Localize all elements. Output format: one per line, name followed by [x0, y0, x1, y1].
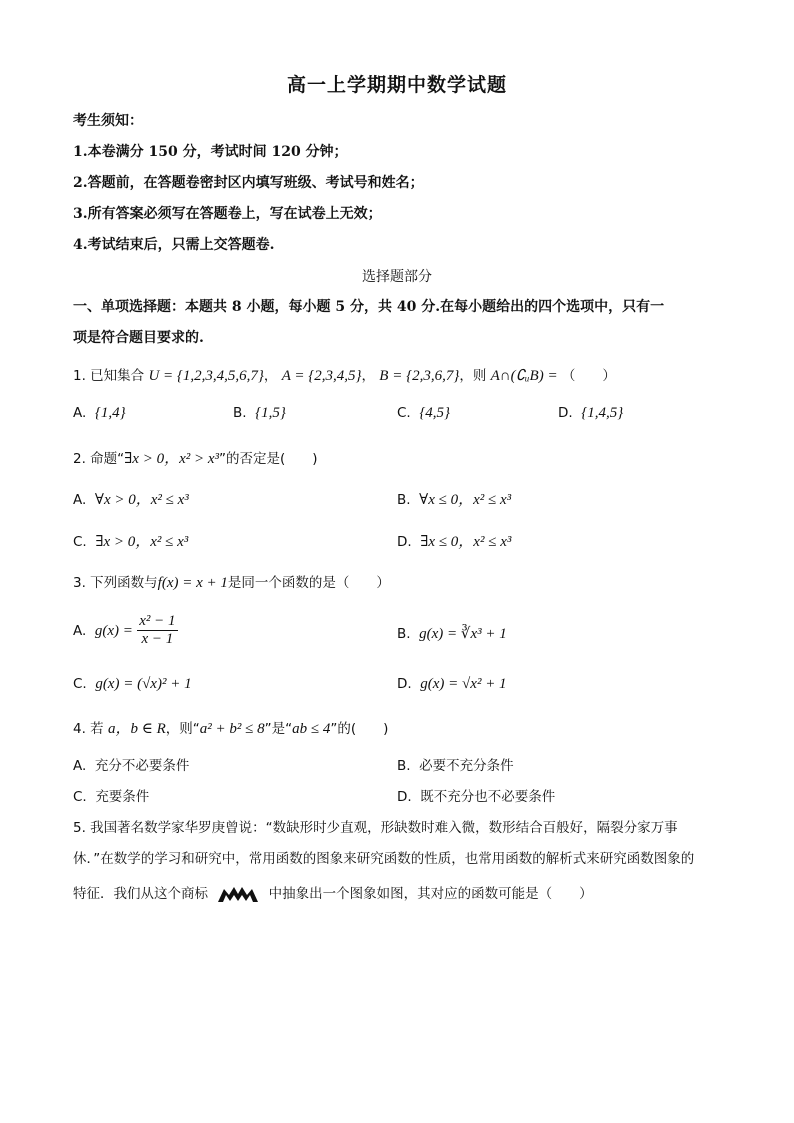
q1-mid: ，则 — [459, 368, 487, 384]
question-3-stem: 3. 下列函数与f(x) = x + 1是同一个函数的是（ ） — [73, 575, 390, 591]
page-title: 高一上学期期中数学试题 — [286, 74, 507, 96]
q1-prefix: 1. 已知集合 — [73, 368, 145, 384]
q1-set-u: U = {1,2,3,4,5,6,7} — [148, 368, 264, 384]
part1-instructions-line2: 项是符合题目要求的. — [73, 330, 204, 346]
question-5-line3: 特征．我们从这个商标 中抽象出一个图象如图，其对应的函数可能是（ ） — [73, 886, 593, 902]
section-title: 选择题部分 — [362, 269, 432, 285]
q1-sep: ， — [361, 368, 375, 384]
q1-option-a: A. {1,4} — [73, 405, 126, 421]
q4-condition-2: ab ≤ 4 — [292, 721, 331, 737]
q1-sep: ， — [263, 368, 278, 384]
q1-set-a: A = {2,3,4,5} — [281, 368, 362, 384]
q1-blank: （ ） — [561, 368, 616, 384]
question-2-stem: 2. 命题“∃x > 0，x² > x³”的否定是( ) — [73, 451, 318, 467]
q4-vars: a，b ∈ R — [107, 721, 166, 737]
question-5-line2: 休．”在数学的学习和研究中，常用函数的图象来研究函数的性质，也常用函数的解析式来研究函数图象的 — [73, 851, 695, 867]
q4-option-c: C. 充要条件 — [73, 789, 150, 805]
notice-item: 1.本卷满分 150 分，考试时间 120 分钟； — [73, 144, 348, 160]
notice-item: 2.答题前，在答题卷密封区内填写班级、考试号和姓名； — [73, 175, 424, 191]
q1-option-d: D. {1,4,5} — [558, 405, 624, 421]
q3-option-a: A. g(x) = $\frac{\text{x² − 1}}{x - 1}$ — [73, 613, 176, 648]
q2-expression: ∃x > 0，x² > x³ — [124, 451, 220, 467]
q3-option-d: D. g(x) = √x² + 1 — [397, 676, 507, 692]
notice-item: 3.所有答案必须写在答题卷上，写在试卷上无效； — [73, 206, 382, 222]
question-5-line1: 5. 我国著名数学家华罗庚曾说：“数缺形时少直观，形缺数时难入微，数形结合百般好，隔裂分家万事 — [73, 820, 678, 836]
q3-option-b: B. g(x) = ∛x³ + 1 — [397, 626, 507, 642]
q3-expression: f(x) = x + 1 — [157, 575, 228, 591]
q3-fraction: $\frac{\text{x² − 1}}{x - 1}$ — [139, 613, 176, 648]
q1-option-c: C. {4,5} — [397, 405, 451, 421]
q4-option-a: A. 充分不必要条件 — [73, 758, 190, 774]
q2-option-b: B. ∀x ≤ 0，x² ≤ x³ — [397, 492, 512, 508]
part1-instructions-line1: 一、单项选择题：本题共 8 小题，每小题 5 分，共 40 分.在每小题给出的四个选项中，只有一 — [73, 299, 665, 315]
q2-option-a: A. ∀x > 0，x² ≤ x³ — [73, 492, 189, 508]
q2-option-d: D. ∃x ≤ 0，x² ≤ x³ — [397, 534, 512, 550]
q1-set-b: B = {2,3,6,7} — [379, 368, 460, 384]
q4-condition-1: a² + b² ≤ 8 — [199, 721, 265, 737]
question-1-stem — [73, 364, 616, 385]
q2-option-c: C. ∃x > 0，x² ≤ x³ — [73, 534, 189, 550]
notice-item: 4.考试结束后，只需上交答题卷. — [73, 237, 275, 253]
q4-option-d: D. 既不充分也不必要条件 — [397, 789, 556, 805]
kappa-logo-icon — [216, 885, 260, 903]
q3-option-c: C. g(x) = (√x)² + 1 — [73, 676, 192, 692]
q4-option-b: B. 必要不充分条件 — [397, 758, 514, 774]
q1-expression: A∩(∁ᵤB) = — [490, 368, 558, 384]
notice-heading: 考生须知： — [73, 113, 143, 129]
q1-option-b: B. {1,5} — [233, 405, 286, 421]
question-4-stem: 4. 若 a，b ∈ R，则“a² + b² ≤ 8”是“ab ≤ 4”的( ) — [73, 721, 389, 737]
